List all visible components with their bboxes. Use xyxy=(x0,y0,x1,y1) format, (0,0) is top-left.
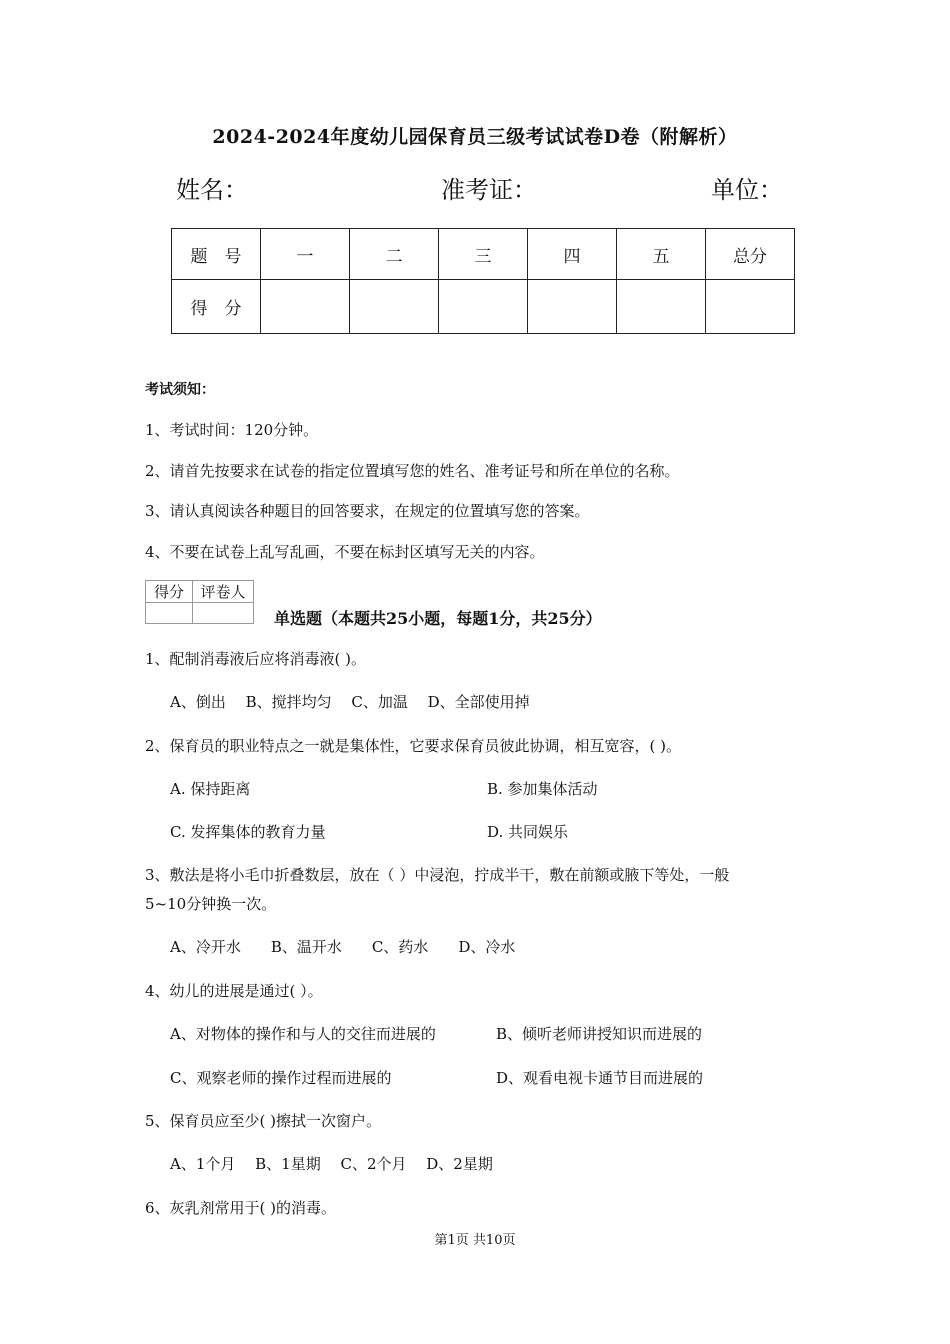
score-cell-5[interactable] xyxy=(617,280,706,334)
score-table-score-row xyxy=(172,280,795,334)
notice-item: 2、请首先按要求在试卷的指定位置填写您的姓名、准考证号和所在单位的名称。 xyxy=(145,462,680,480)
option-d: D、观看电视卡通节目而进展的 xyxy=(496,1069,704,1087)
header-cell-total: 总分 xyxy=(706,229,795,280)
question-stem: 1、配制消毒液后应将消毒液( )。 xyxy=(145,650,367,668)
question-options: A、冷开水 B、温开水 C、药水 D、冷水 xyxy=(170,938,516,956)
header-cell-4: 四 xyxy=(528,229,617,280)
grader-name-label: 评卷人 xyxy=(193,581,254,603)
score-cell-total[interactable] xyxy=(706,280,795,334)
score-table xyxy=(171,228,795,334)
option-d: D. 共同娱乐 xyxy=(487,823,569,841)
grader-score-cell[interactable] xyxy=(146,603,193,624)
score-table-header-row xyxy=(172,229,795,280)
score-row-label: 得 分 xyxy=(172,280,261,334)
header-cell-5: 五 xyxy=(617,229,706,280)
notice-item: 4、不要在试卷上乱写乱画，不要在标封区填写无关的内容。 xyxy=(145,543,545,561)
header-cell-1: 一 xyxy=(261,229,350,280)
option-b: B. 参加集体活动 xyxy=(487,780,598,798)
header-cell-2: 二 xyxy=(350,229,439,280)
grader-box xyxy=(145,580,254,624)
section-title: 单选题（本题共25小题，每题1分，共25分） xyxy=(274,609,602,628)
header-cell-number: 题 号 xyxy=(172,229,261,280)
page-footer: 第1页 共10页 xyxy=(434,1233,516,1248)
question-stem: 3、敷法是将小毛巾折叠数层，放在（ ）中浸泡，拧成半干，敷在前额或腋下等处，一般 xyxy=(145,866,730,884)
question-stem: 2、保育员的职业特点之一就是集体性，它要求保育员彼此协调，相互宽容，( )。 xyxy=(145,737,682,755)
exam-number-label: 准考证： xyxy=(441,176,537,204)
score-cell-1[interactable] xyxy=(261,280,350,334)
option-c: C、观察老师的操作过程而进展的 xyxy=(170,1069,392,1087)
notice-heading: 考试须知： xyxy=(145,382,215,398)
option-a: A、对物体的操作和与人的交往而进展的 xyxy=(170,1025,436,1043)
option-a: A. 保持距离 xyxy=(170,780,251,798)
question-options: A、倒出 B、搅拌均匀 C、加温 D、全部使用掉 xyxy=(170,693,530,711)
score-cell-4[interactable] xyxy=(528,280,617,334)
page-title: 2024-2024年度幼儿园保育员三级考试试卷D卷（附解析） xyxy=(212,126,738,148)
question-stem: 6、灰乳剂常用于( )的消毒。 xyxy=(145,1199,337,1217)
name-label: 姓名： xyxy=(176,176,248,204)
unit-label: 单位： xyxy=(711,176,783,204)
grader-name-cell[interactable] xyxy=(193,603,254,624)
question-stem: 5、保育员应至少( )擦拭一次窗户。 xyxy=(145,1112,382,1130)
notice-item: 1、考试时间：120分钟。 xyxy=(145,421,319,439)
option-c: C. 发挥集体的教育力量 xyxy=(170,823,326,841)
question-stem-continued: 5~10分钟换一次。 xyxy=(145,895,277,913)
notice-item: 3、请认真阅读各种题目的回答要求，在规定的位置填写您的答案。 xyxy=(145,502,590,520)
grader-score-label: 得分 xyxy=(146,581,193,603)
question-options: A、1个月 B、1星期 C、2个月 D、2星期 xyxy=(170,1155,493,1173)
score-cell-2[interactable] xyxy=(350,280,439,334)
header-cell-3: 三 xyxy=(439,229,528,280)
option-b: B、倾听老师讲授知识而进展的 xyxy=(496,1025,703,1043)
question-stem: 4、幼儿的进展是通过( ）。 xyxy=(145,982,323,1000)
score-cell-3[interactable] xyxy=(439,280,528,334)
